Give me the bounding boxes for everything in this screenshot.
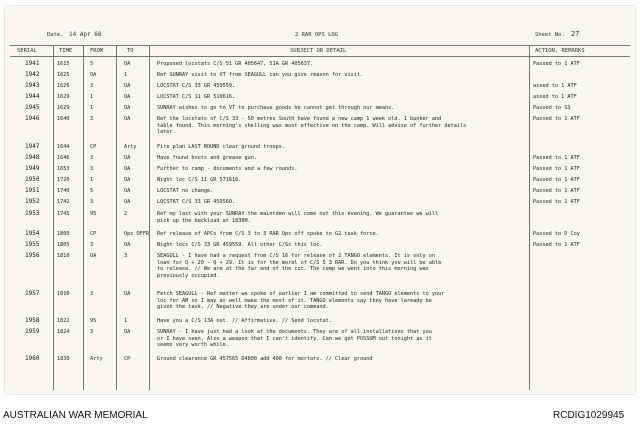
to-cell: OA (124, 155, 131, 161)
to-cell: CP (124, 356, 131, 362)
serial-cell: 1953 (25, 210, 40, 217)
to-cell: OA (124, 116, 131, 122)
action-remark: Passed to 1 ATF (533, 199, 580, 205)
from-cell: 5 (90, 188, 94, 194)
serial-cell: 1941 (25, 60, 40, 67)
serial-cell: 1954 (25, 230, 40, 237)
to-cell: OA (124, 291, 131, 297)
subject-line: given the task. // Negative they are under our command. (157, 304, 329, 310)
subject-line: or I have seen. Also a weapon that I can't identify. Can we get POSSUM out tonight as it (157, 335, 432, 342)
time-cell: 1745 (57, 211, 70, 217)
serial-cell: 1958 (25, 317, 40, 324)
sheet-number: 27 (571, 30, 580, 38)
serial-cell: 1950 (25, 176, 40, 183)
serial-cell: 1955 (25, 241, 40, 248)
log-sheet (5, 6, 635, 394)
subject-line: SEAGULL - I have had a request from C/S 16 for release of 2 TANGO elements. It is only on (157, 253, 435, 259)
from-cell: 3 (90, 291, 94, 297)
subject-line: Further to camp - documents and a few rounds. (157, 166, 298, 172)
subject-line: Ref my last with your SUNRAY the maintden will come out this evening. We guarantee we will (157, 211, 439, 217)
to-cell: OA (124, 166, 131, 172)
subject-line: SUNRAY wishes to go to VT to purchase goods he cannot get through our means. (157, 105, 395, 111)
action-remark: Passed to 1 ATF (533, 155, 580, 161)
action-remark: Passed to D Coy (533, 231, 580, 237)
from-cell: 3 (90, 166, 94, 172)
to-cell: 3 (124, 253, 128, 259)
time-cell: 1629 (57, 94, 70, 100)
subject-line: previously occupied. (157, 272, 220, 279)
action-remark: Passed to 1 ATF (533, 166, 580, 172)
from-cell: 1 (90, 105, 94, 111)
time-cell: 1800 (57, 231, 70, 237)
time-cell: 1742 (57, 199, 70, 205)
subject-line: Ground clearance GR 457565 D4800 add 400 for mortars. // Clear ground (157, 356, 373, 362)
serial-cell: 1949 (25, 165, 40, 172)
to-cell: 1 (124, 72, 128, 78)
subject-line: Proposed locstats C/S 51 GR 405647, 51A GR 405637. (157, 61, 314, 67)
subject-line: Night loc C/S 11 GR 571616. (157, 177, 242, 183)
subject-line: pick up the backload at 1830H. (157, 217, 251, 224)
to-cell: OA (124, 105, 131, 111)
action-remark: Passed to 1 ATF (533, 61, 580, 67)
subject-line: Have you a C/S 13A out. // Affirmative. // Send locstat. (157, 318, 332, 324)
from-cell: Arty (90, 356, 103, 362)
to-cell: OA (124, 177, 131, 183)
action-remark: Passed to 1 ATF (533, 188, 580, 194)
to-cell: OA (124, 61, 131, 67)
subject-line: Night locs C/S 33 GR 459559. All other C/Ss this loc. (157, 242, 323, 248)
serial-cell: 1957 (25, 290, 40, 297)
action-remark: assed to 1 ATF (533, 83, 577, 89)
to-cell: OA (124, 199, 131, 205)
to-cell: 2 (124, 211, 128, 217)
from-cell: 1 (90, 94, 94, 100)
subject-line: LOCSTAT C/S 33 GR 459559. (157, 83, 236, 89)
serial-cell: 1959 (25, 328, 40, 335)
subject-line: Ref the locstats of C/S 33 - 50 metres South have found a new camp 1 week old. 1 bunker and (157, 116, 442, 122)
to-cell: OA (124, 94, 131, 100)
subject-line: Ref release of APCs from C/S 3 to 3 RAR Ops off spoke to G2 task force. (157, 231, 379, 237)
subject-line: Ref SUNRAY visit to VT from SEAGULL can you give reason for visit. (157, 72, 364, 78)
action-remark: assed to 1 ATF (533, 94, 577, 100)
time-cell: 1615 (57, 61, 70, 67)
time-cell: 1805 (57, 242, 70, 248)
subject-line: LOCSTAT C/S 11 GR 510616. (157, 94, 236, 100)
serial-cell: 1960 (25, 355, 40, 362)
subject-line: table found. This morning's shelling was most effective on the camp. Will advise of further details (157, 122, 467, 129)
subject-line: SUNRAY - I have just had a look at the documents. They are of all installations that you (157, 329, 432, 335)
log-title: 2 RAR OPS LOG (295, 32, 339, 38)
date-value: 14 Apr 68 (69, 31, 102, 38)
serial-cell: 1946 (25, 115, 40, 122)
serial-cell: 1944 (25, 93, 40, 100)
time-cell: 1653 (57, 166, 70, 172)
to-cell: OA (124, 242, 131, 248)
time-cell: 1822 (57, 318, 70, 324)
time-cell: 1626 (57, 83, 70, 89)
from-cell: CP (90, 231, 97, 237)
subject-line: Fetch SEAGULL - Ref matter we spoke of earlier I am committed to send TANGO elements to your (157, 291, 445, 297)
date-label: Date. (47, 32, 64, 38)
subject-line: later. (157, 129, 176, 135)
to-cell: Arty (124, 144, 137, 150)
subject-line: to release. // We are at the far end of the cut. The camp we went into this morning was (157, 266, 429, 272)
serial-cell: 1943 (25, 82, 40, 89)
column-header-from: FROM (90, 48, 104, 54)
from-cell: 95 (90, 211, 97, 217)
to-cell: OA (124, 329, 131, 335)
to-cell: Ops OFFR (124, 231, 149, 237)
serial-cell: 1942 (25, 71, 40, 78)
time-cell: 1810 (57, 291, 70, 297)
from-cell: OA (90, 253, 97, 259)
time-cell: 1810 (57, 253, 70, 259)
archive-credit: AUSTRALIAN WAR MEMORIAL (3, 410, 148, 421)
serial-cell: 1956 (25, 252, 40, 259)
sheet-label: Sheet No. (535, 32, 565, 38)
action-remark: Passed to 1 ATF (533, 116, 580, 122)
from-cell: 1 (90, 177, 94, 183)
column-header-time: TIME (59, 48, 73, 54)
log-entries (5, 6, 635, 394)
subject-line: Have found boots and grease gun. (157, 155, 257, 161)
from-cell: 3 (90, 83, 94, 89)
from-cell: 3 (90, 199, 94, 205)
action-remark: Passed to 1 ATF (533, 242, 580, 248)
action-remark: Passed to 1 ATF (533, 177, 580, 183)
serial-cell: 1947 (25, 143, 40, 150)
column-header-action: ACTION, REMARKS (535, 48, 585, 54)
record-id: RCDIG1029945 (553, 410, 625, 421)
time-cell: 1644 (57, 144, 70, 150)
time-cell: 1720 (57, 177, 70, 183)
time-cell: 1625 (57, 72, 70, 78)
serial-cell: 1952 (25, 198, 40, 205)
serial-cell: 1951 (25, 187, 40, 194)
time-cell: 1830 (57, 356, 70, 362)
column-header-serial: SERIAL (17, 48, 37, 54)
to-cell: OA (124, 188, 131, 194)
column-header-subject: SUBJECT OR DETAIL (290, 48, 347, 54)
subject-line: loc for AM so I may as well make the most of it. TANGO elements say they have laready be (157, 297, 432, 304)
subject-line: LOCSTAT C/S 33 GR 459560. (157, 199, 236, 205)
serial-cell: 1948 (25, 154, 40, 161)
time-cell: 1646 (57, 155, 70, 161)
subject-line: seems very worth while. (157, 342, 229, 348)
subject-line: LOCSTAT no change. (157, 188, 214, 194)
from-cell: OA (90, 72, 97, 78)
to-cell: 1 (124, 318, 128, 324)
from-cell: 95 (90, 318, 97, 324)
from-cell: 5 (90, 61, 94, 67)
time-cell: 1640 (57, 116, 70, 122)
from-cell: 3 (90, 242, 94, 248)
time-cell: 1629 (57, 105, 70, 111)
time-cell: 1824 (57, 329, 70, 335)
column-header-to: TO (127, 48, 134, 54)
subject-line: loan for Q + 20 - Q + 29. It is for the moral of C/S 5 3 RAR. Do you think you will be able (157, 259, 442, 266)
time-cell: 1740 (57, 188, 70, 194)
from-cell: CP (90, 144, 97, 150)
from-cell: 3 (90, 329, 94, 335)
serial-cell: 1945 (25, 104, 40, 111)
from-cell: 3 (90, 155, 94, 161)
from-cell: 3 (90, 116, 94, 122)
to-cell: OA (124, 83, 131, 89)
action-remark: Passed to S3 (533, 105, 571, 111)
subject-line: Fire plan LAST ROUND clear ground troops. (157, 144, 286, 150)
